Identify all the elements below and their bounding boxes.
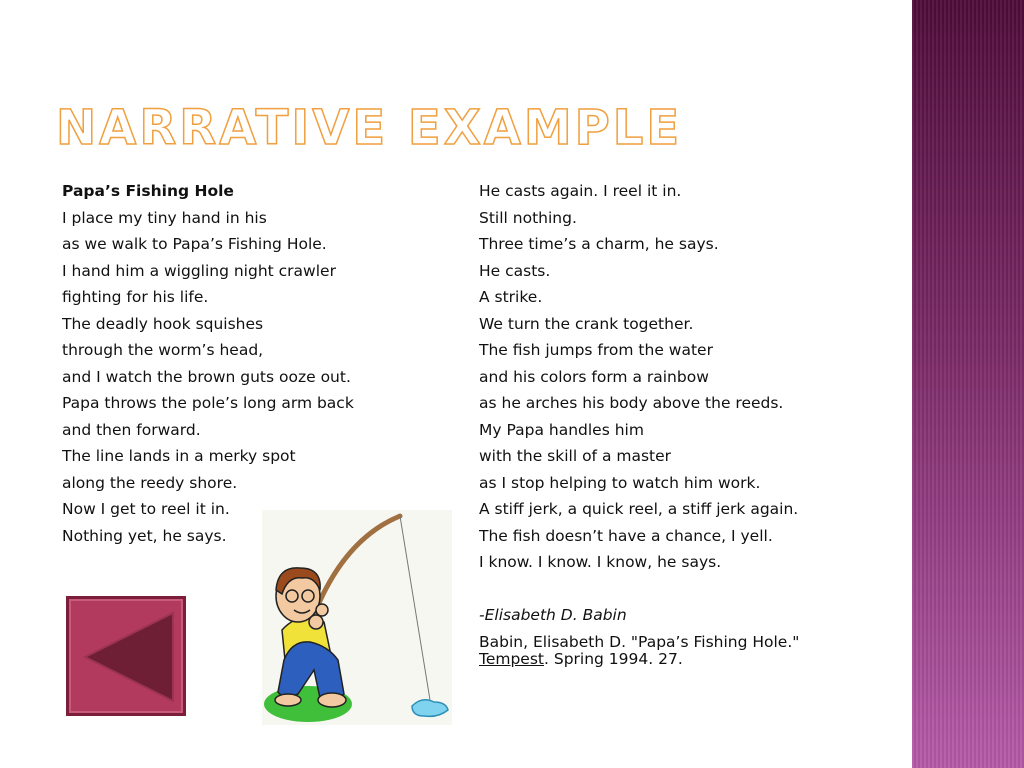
back-button[interactable] [66, 596, 186, 716]
poem-line: I place my tiny hand in his [62, 208, 267, 227]
poem-right-column [479, 178, 899, 668]
citation-text-end: . Spring 1994. 27. [544, 650, 683, 668]
boy-fishing-illustration [262, 510, 452, 725]
poem-line: My Papa handles him [479, 420, 644, 439]
poem-line: The fish jumps from the water [479, 341, 713, 359]
poem-line: Three time’s a charm, he says. [479, 235, 719, 253]
poem-author: -Elisabeth D. Babin [479, 605, 627, 624]
poem-line: with the skill of a master [479, 447, 672, 465]
poem-line: He casts again. I reel it in. [479, 182, 682, 200]
poem-line: The line lands in a merky spot [62, 447, 296, 465]
poem-line: through the worm’s head, [62, 341, 264, 359]
poem-line: A strike. [479, 288, 543, 306]
poem-line: The deadly hook squishes [62, 314, 264, 333]
poem-line: as we walk to Papa’s Fishing Hole. [62, 235, 327, 253]
poem-line: and I watch the brown guts ooze out. [62, 367, 351, 386]
triangle-left-icon [69, 599, 183, 713]
decorative-side-band [912, 0, 1024, 768]
poem-line: Papa throws the pole’s long arm back [62, 394, 354, 412]
poem-line: We turn the crank together. [479, 314, 694, 333]
poem-line: as he arches his body above the reeds. [479, 394, 784, 412]
poem-line: and his colors form a rainbow [479, 367, 709, 386]
citation [479, 634, 899, 668]
poem-title: Papa’s Fishing Hole [62, 182, 234, 200]
spacer [479, 576, 899, 602]
poem-line: Still nothing. [479, 208, 577, 227]
poem-line: Now I get to reel it in. [62, 500, 230, 518]
slide-title: NARRATIVE EXAMPLE [56, 100, 683, 156]
poem-line: as I stop helping to watch him work. [479, 473, 761, 492]
poem-line: I hand him a wiggling night crawler [62, 261, 336, 280]
poem-line: He casts. [479, 261, 551, 280]
poem-line: along the reedy shore. [62, 473, 238, 492]
citation-journal: Tempest [479, 650, 544, 668]
poem-line: Nothing yet, he says. [62, 526, 227, 545]
poem-line: fighting for his life. [62, 288, 209, 306]
citation-text: Babin, Elisabeth D. "Papa’s Fishing Hole." [479, 633, 800, 651]
poem-line: and then forward. [62, 420, 201, 439]
poem-line: The fish doesn’t have a chance, I yell. [479, 526, 773, 545]
poem-line: I know. I know. I know, he says. [479, 553, 722, 571]
poem-line: A stiff jerk, a quick reel, a stiff jerk again. [479, 500, 799, 518]
poem-left-column [62, 178, 462, 549]
